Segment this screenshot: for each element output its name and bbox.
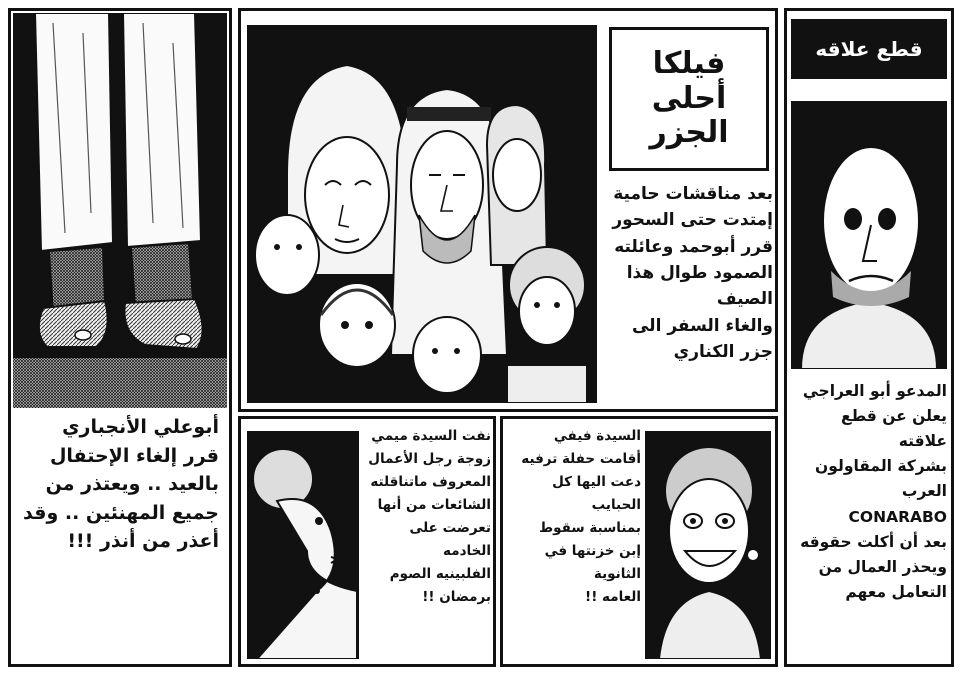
family-illustration [247,25,597,403]
bald-man-caption: المدعو أبو العراجي يعلن عن قطع علاقته بشركة المقاولون العرب CONARABO بعد أن أكلت حقوقه ويحذر العمال من التعامل معهم [800,382,947,601]
mimi-drawing [247,431,359,659]
fifi-illustration [645,431,771,659]
bald-man-illustration [791,101,947,369]
mimi-caption: نفت السيدة ميمي زوجة رجل الأعمال المعروف ماتناقلته الشائعات من أنها تعرضت على الخادمه الفلبينيه الصوم برمضان !! [368,428,491,605]
fifi-caption: السيدة فيفي أقامت حفلة ترفيه دعت اليها كل الحبايب بمناسبة سقوط إبن خزنتها في الثانوية العامه !! [521,428,641,605]
bald-man-drawing [791,101,947,369]
bald-man-headline-box [791,19,947,79]
panel-feet [8,8,232,667]
feet-caption: أبوعلي الأنجباري قرر إلغاء الإحتفال بالعيد .. ويعتذر من جميع المهنئين .. وقد أعذر من أنذر !!! [23,416,219,552]
feet-illustration [13,13,227,408]
panel-fifi [500,416,778,667]
family-caption: بعد مناقشات حامية إمتدت حتى السحور قرر أبوحمد وعائلته الصمود طوال هذا الصيف والغاء السفر الى جزر الكناري [612,184,773,363]
family-drawing [247,25,597,403]
family-headline-box [609,27,769,171]
panel-bald-man [784,8,954,667]
fifi-drawing [645,431,771,659]
panel-family [238,8,778,412]
panel-mimi [238,416,496,667]
mimi-illustration [247,431,359,659]
family-headline: فيلكا أحلى الجزر [649,46,729,151]
bald-man-headline: قطع علاقه [815,36,923,61]
feet-drawing [13,13,227,408]
